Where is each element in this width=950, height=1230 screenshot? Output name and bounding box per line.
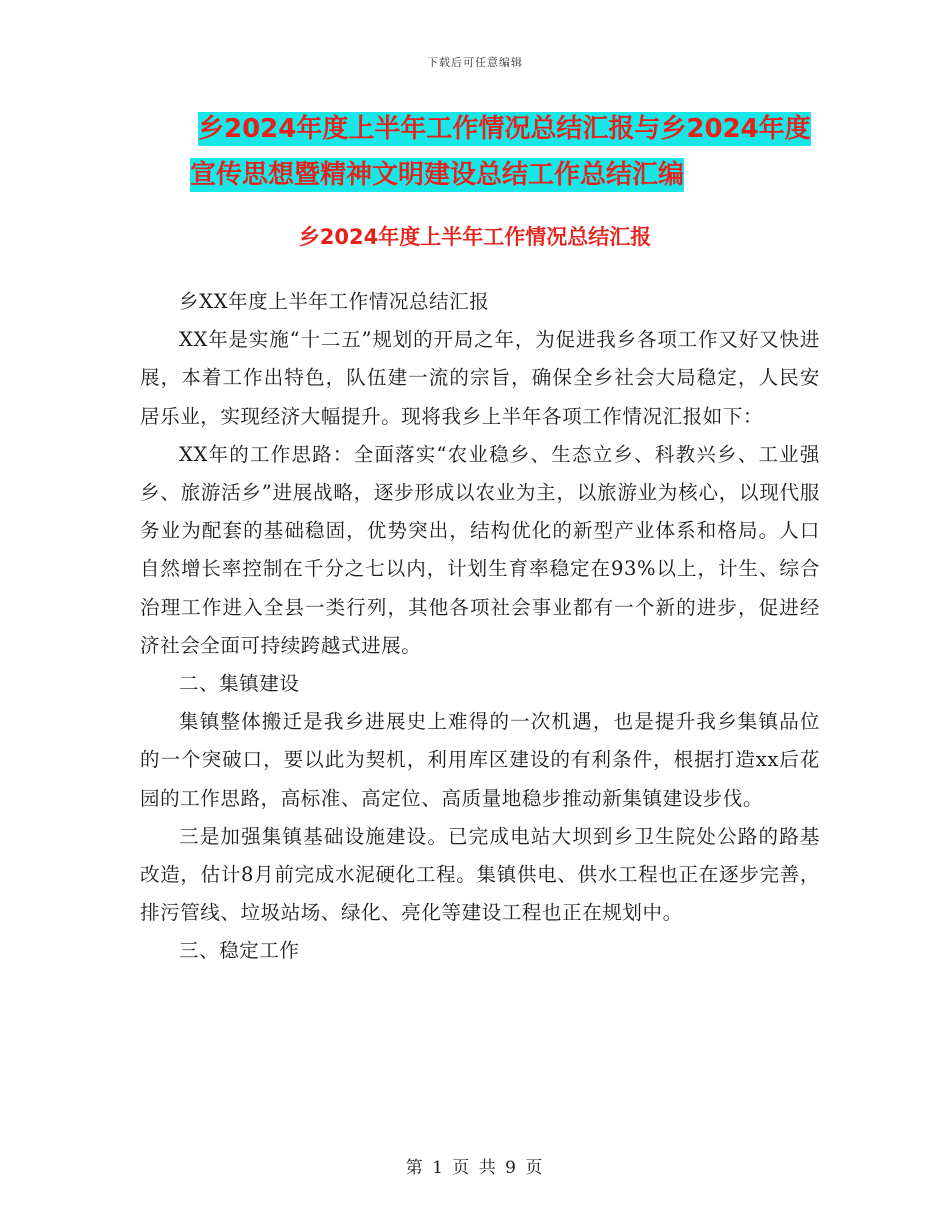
section-title: 乡2024年度上半年工作情况总结汇报 xyxy=(298,225,652,249)
document-title xyxy=(190,106,830,198)
header-note: 下载后可任意编辑 xyxy=(427,56,523,69)
paragraph: XX年是实施“十二五”规划的开局之年，为促进我乡各项工作又好又快进展，本着工作出特色，队伍建一流的宗旨，确保全乡社会大局稳定，人民安居乐业，实现经济大幅提升。现将我乡上半年各项工作情况汇报如下： xyxy=(140,328,820,428)
paragraph: 乡XX年度上半年工作情况总结汇报 xyxy=(179,290,490,313)
paragraph: 集镇整体搬迁是我乡进展史上难得的一次机遇，也是提升我乡集镇品位的一个突破口，要以此为契机，利用库区建设的有利条件，根据打造xx后花园的工作思路，高标准、高定位、高质量地稳步推动新集镇建设步伐。 xyxy=(140,710,820,810)
paragraph: XX年的工作思路：全面落实“农业稳乡、生态立乡、科教兴乡、工业强乡、旅游活乡”进展战略，逐步形成以农业为主，以旅游业为核心，以现代服务业为配套的基础稳固，优势突出，结构优化的新型产业体系和格局。人口自然增长率控制在千分之七以内，计划生育率稳定在93%以上，计生、综合治理工作进入全县一类行列，其他各项社会事业都有一个新的进步，促进经济社会全面可持续跨越式进展。 xyxy=(140,442,820,657)
title-line-2: 宣传思想暨精神文明建设总结工作总结汇编 xyxy=(190,160,685,190)
document-body xyxy=(140,283,820,971)
page-footer: 第 1 页 共 9 页 xyxy=(405,1158,545,1178)
title-line-1: 乡2024年度上半年工作情况总结汇报与乡2024年度 xyxy=(198,114,811,144)
paragraph-heading: 三、稳定工作 xyxy=(179,939,300,963)
paragraph-heading: 二、集镇建设 xyxy=(179,672,300,696)
paragraph: 三是加强集镇基础设施建设。已完成电站大坝到乡卫生院处公路的路基改造，估计8月前完成水泥硬化工程。集镇供电、供水工程也正在逐步完善，排污管线、垃圾站场、绿化、亮化等建设工程也正在规划中。 xyxy=(140,824,820,925)
